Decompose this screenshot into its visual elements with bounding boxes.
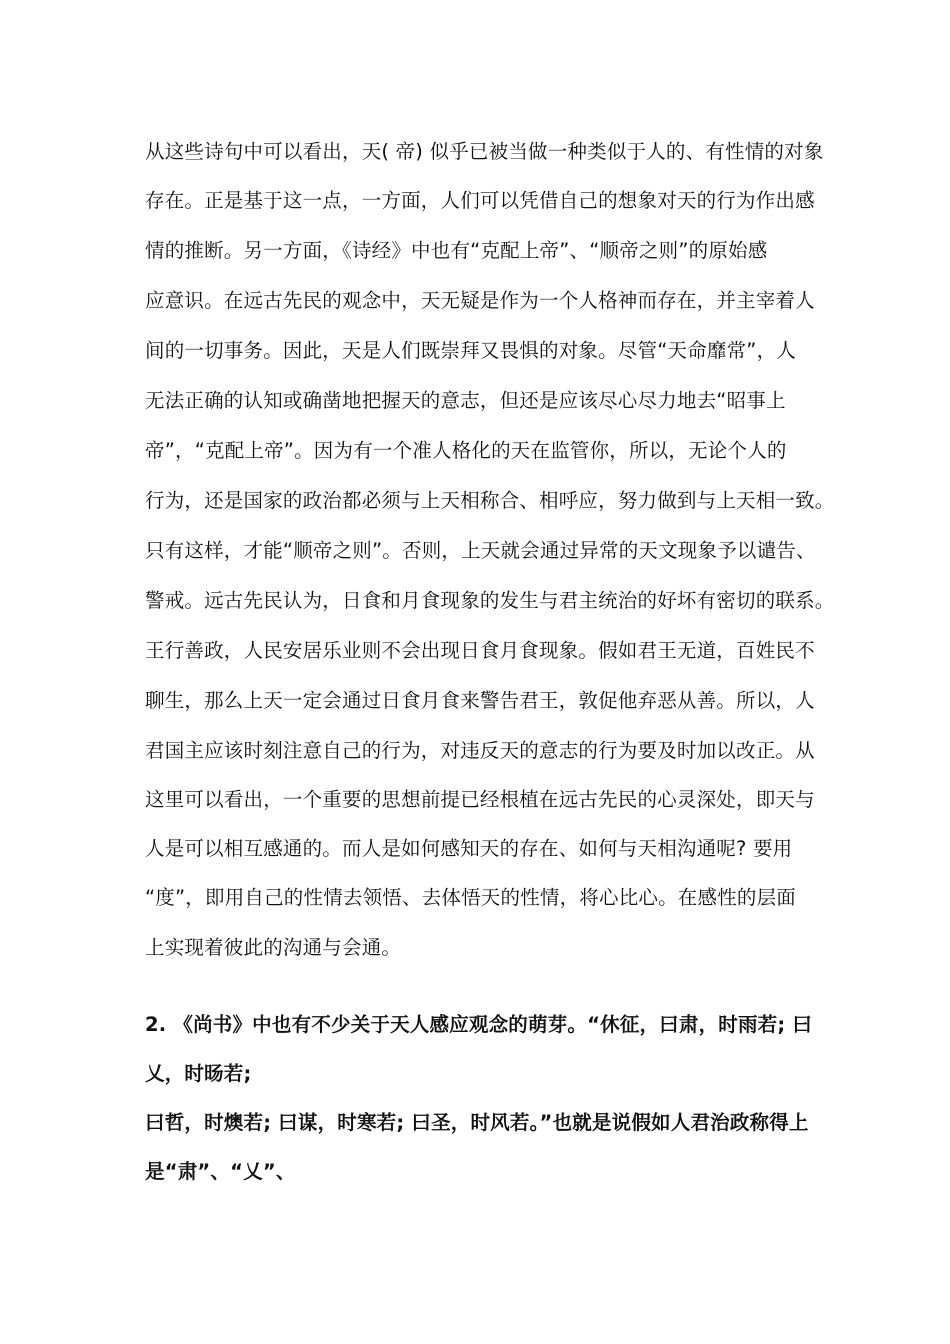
paragraph-line: 帝”，“克配上帝”。因为有一个准人格化的天在监管你，所以，无论个人的	[145, 439, 787, 462]
paragraph-line: 只有这样，才能“顺帝之则”。否则，上天就会通过异常的天文现象予以谴告、	[145, 539, 816, 562]
section-heading-line: 是“肃”、“乂”、	[145, 1160, 296, 1183]
paragraph-line: 君国主应该时刻注意自己的行为，对违反天的意志的行为要及时加以改正。从	[145, 739, 815, 762]
paragraph-line: 这里可以看出，一个重要的思想前提已经根植在远古先民的心灵深处，即天与	[145, 788, 815, 811]
section-heading-line: 乂，时旸若;	[145, 1062, 252, 1085]
paragraph-line: 人是可以相互感通的。而人是如何感知天的存在、如何与天相沟通呢? 要用	[145, 837, 793, 860]
paragraph-line: 应意识。在远古先民的观念中，天无疑是作为一个人格神而存在，并主宰着人	[145, 289, 815, 312]
paragraph-line: 上实现着彼此的沟通与会通。	[145, 936, 402, 959]
paragraph-line: 从这些诗句中可以看出，天( 帝) 似乎已被当做一种类似于人的、有性情的对象	[145, 140, 824, 163]
paragraph-line: 存在。正是基于这一点，一方面，人们可以凭借自己的想象对天的行为作出感	[145, 189, 815, 212]
paragraph-line: 无法正确的认知或确凿地把握天的意志，但还是应该尽心尽力地去“昭事上	[145, 389, 786, 412]
paragraph-line: 警戒。远古先民认为，日食和月食现象的发生与君主统治的好坏有密切的联系。	[145, 589, 835, 612]
section-heading-line: 2. 《尚书》中也有不少关于天人感应观念的萌芽。“休征，曰肃，时雨若; 曰	[145, 1013, 813, 1036]
paragraph-line: 情的推断。另一方面，《诗经》中也有“克配上帝”、“顺帝之则”的原始感	[145, 239, 768, 262]
section-heading-line: 曰哲，时燠若; 曰谋，时寒若; 曰圣，时风若。”也就是说假如人君治政称得上	[145, 1111, 809, 1134]
paragraph-line: “度”，即用自己的性情去领悟、去体悟天的性情，将心比心。在感性的层面	[145, 886, 797, 909]
paragraph-line: 聊生，那么上天一定会通过日食月食来警告君王，敦促他弃恶从善。所以，人	[145, 689, 815, 712]
paragraph-line: 王行善政，人民安居乐业则不会出现日食月食现象。假如君王无道，百姓民不	[145, 639, 815, 662]
paragraph-line: 间的一切事务。因此，天是人们既崇拜又畏惧的对象。尽管“天命靡常”，人	[145, 339, 797, 362]
paragraph-line: 行为，还是国家的政治都必须与上天相称合、相呼应，努力做到与上天相一致。	[145, 489, 835, 512]
